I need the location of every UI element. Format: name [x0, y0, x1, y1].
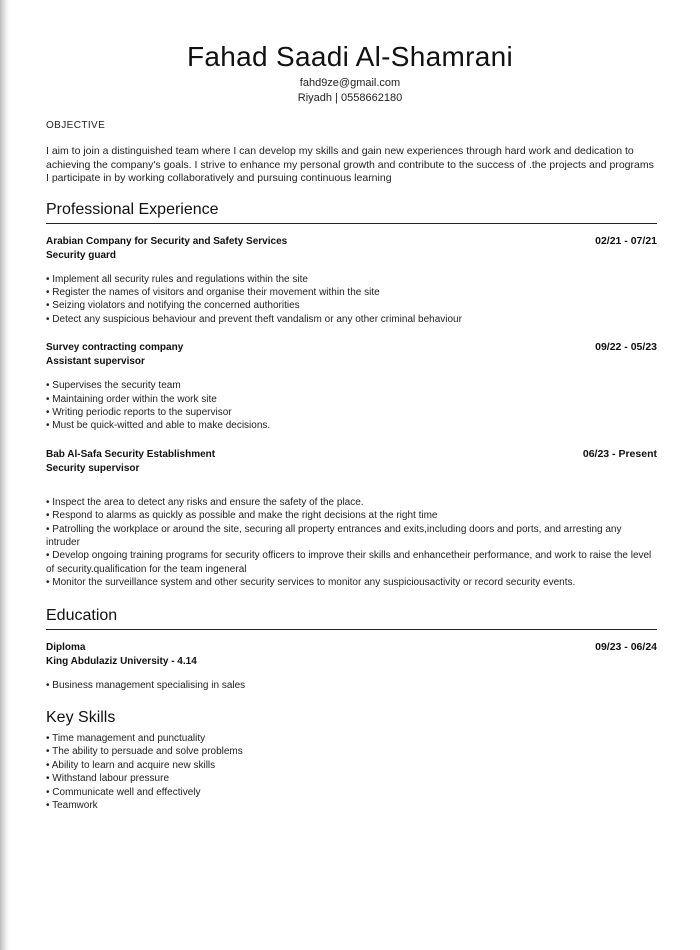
job-duty: • Develop ongoing training programs for security officers to improve their skills and enhancetheir performance, and work to raise the level of security.qualification for the team ingeneral [46, 550, 652, 575]
job-duties-list [46, 273, 657, 327]
job-duty: • Patrolling the workplace or around the site, securing all property entrances and exits,including doors and ports, and arresting any intruder [46, 523, 622, 548]
job-company: Bab Al-Safa Security Establishment [46, 448, 216, 460]
job-duty: • Maintaining order within the work site [46, 393, 217, 405]
job-company: Arabian Company for Security and Safety Services [46, 235, 288, 247]
job-duty: • Writing periodic reports to the supervisor [46, 406, 232, 418]
skill-item: • Time management and punctuality [46, 733, 206, 744]
skills-list [46, 732, 657, 812]
education-entry [46, 640, 657, 692]
job-header [46, 340, 657, 355]
education-school: King Abdulaziz University - 4.14 [46, 655, 197, 667]
resume-content [46, 120, 657, 812]
experience-title: Professional Experience [46, 200, 657, 224]
job-header [46, 447, 657, 462]
objective-label: OBJECTIVE [46, 120, 106, 131]
skills-title: Key Skills [46, 709, 116, 726]
job-duty: • Inspect the area to detect any risks and ensure the safety of the place. [46, 496, 364, 508]
education-title: Education [46, 606, 657, 630]
skills-section [46, 708, 657, 812]
resume-header [12, 40, 688, 106]
education-degree: Diploma [46, 641, 86, 653]
job-entry [46, 340, 657, 433]
education-header [46, 640, 657, 655]
page-shadow-edge [0, 0, 10, 950]
education-dates: 09/23 - 06/24 [595, 640, 657, 653]
contact-location-phone: Riyadh | 0558662180 [297, 92, 403, 104]
job-role: Security supervisor [46, 462, 140, 474]
job-entry [46, 234, 657, 327]
job-role: Security guard [46, 249, 117, 261]
job-duty: • Implement all security rules and regulations within the site [46, 273, 308, 285]
job-duty: • Supervises the security team [46, 380, 181, 392]
skill-item: • Withstand labour pressure [46, 773, 170, 785]
education-section [46, 606, 657, 692]
job-dates: 02/21 - 07/21 [595, 234, 657, 247]
job-header [46, 234, 657, 249]
job-company: Survey contracting company [46, 342, 184, 354]
skill-item: • Communicate well and effectively [46, 786, 201, 798]
job-duties-list [46, 379, 657, 433]
education-detail: • Business management specialising in sales [46, 679, 246, 691]
job-duty: • Respond to alarms as quickly as possible and make the right decisions at the right time [46, 510, 438, 522]
objective-text: I aim to join a distinguished team where I can develop my skills and gain new experiences through hard work and dedication to achieving the company's goals. I strive to enhance my personal growth and contribute to the success of .the projects and programs I participate in by working collaboratively and pursuing continuous learning [46, 145, 654, 184]
job-dates: 09/22 - 05/23 [595, 341, 657, 354]
job-duty: • Detect any suspicious behaviour and prevent theft vandalism or any other criminal behaviour [46, 313, 462, 325]
skill-item: • Teamwork [46, 800, 98, 812]
job-duty: • Seizing violators and notifying the concerned authorities [46, 300, 300, 312]
job-duties-list [46, 496, 657, 590]
resume-page [12, 0, 700, 950]
objective-section [46, 120, 657, 186]
skill-item: • The ability to persuade and solve problems [46, 746, 243, 758]
job-entry [46, 447, 657, 590]
candidate-name: Fahad Saadi Al-Shamrani [187, 41, 513, 72]
skill-item: • Ability to learn and acquire new skills [46, 759, 216, 771]
experience-section [46, 200, 657, 590]
education-details-list [46, 679, 657, 692]
job-role: Assistant supervisor [46, 356, 145, 368]
job-duty: • Monitor the surveillance system and other security services to monitor any suspiciousactivity or record security events. [46, 577, 576, 589]
contact-email: fahd9ze@gmail.com [299, 77, 401, 89]
job-duty: • Register the names of visitors and organise their movement within the site [46, 286, 380, 298]
job-duty: • Must be quick-witted and able to make decisions. [46, 420, 271, 432]
job-dates: 06/23 - Present [582, 447, 657, 460]
